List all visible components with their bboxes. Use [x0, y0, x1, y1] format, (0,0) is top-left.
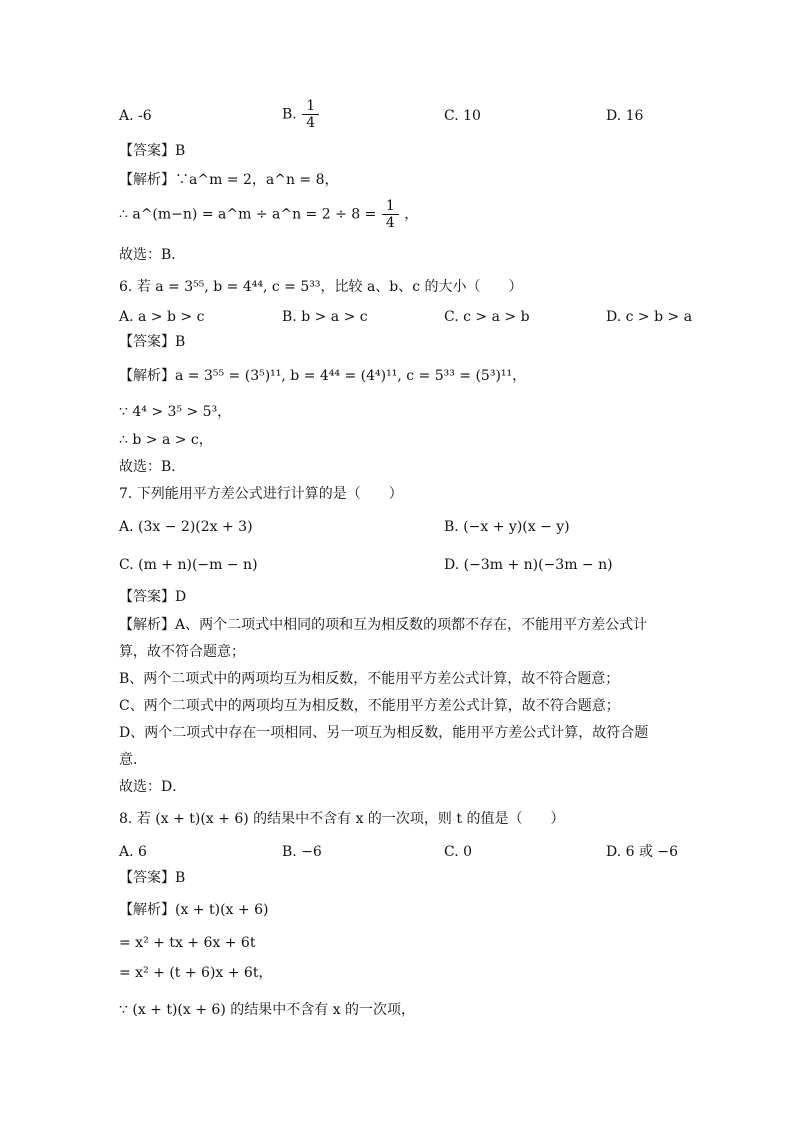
q5-choose: 故选：B．: [119, 247, 186, 263]
q7-analysis-4: C、两个二项式中的两项均互为相反数，不能用平方差公式计算，故不符合题意；: [119, 698, 620, 714]
q7-option-b: B. (−x + y)(x − y): [444, 519, 570, 535]
q6-option-c: C. c > a > b: [444, 309, 530, 325]
q8-option-a: A. 6: [119, 844, 147, 860]
q5-analysis-2-tail: ，: [404, 206, 419, 223]
q6-answer: 【答案】B: [119, 334, 186, 350]
fraction-numerator: 1: [306, 98, 316, 114]
q6-analysis-2: ∵ 4⁴ > 3⁵ > 5³，: [119, 404, 232, 420]
q7-analysis-5: D、两个二项式中存在一项相同、另一项互为相反数，能用平方差公式计算，故符合题: [119, 725, 649, 741]
q5-answer: 【答案】B: [119, 143, 186, 159]
q7-analysis-6: 意．: [119, 752, 147, 768]
q5-analysis-2-left: ∴ a^(m−n) = a^m ÷ a^n = 2 ÷ 8 =: [119, 206, 377, 223]
q5-option-b-fraction: [304, 98, 317, 131]
q5-option-b: [282, 98, 320, 131]
q5-analysis-2: [119, 198, 418, 231]
q6-analysis-3: ∴ b > a > c，: [119, 432, 213, 448]
q6-choose: 故选：B．: [119, 459, 186, 475]
q5-option-b-label: B.: [282, 106, 297, 123]
q5-option-a: A. -6: [119, 108, 152, 124]
q8-analysis-3: = x² + (t + 6)x + 6t，: [119, 965, 273, 981]
fraction-denominator: 4: [385, 215, 395, 231]
q8-analysis-2: = x² + tx + 6x + 6t: [119, 935, 256, 951]
q8-option-c: C. 0: [444, 844, 473, 860]
q8-analysis-4: ∵ (x + t)(x + 6) 的结果中不含有 x 的一次项，: [119, 1002, 416, 1018]
q6-option-b: B. b > a > c: [282, 309, 368, 325]
q7-option-c: C. (m + n)(−m − n): [119, 557, 258, 573]
q5-option-d: D. 16: [606, 108, 644, 124]
q7-choose: 故选：D．: [119, 779, 187, 795]
q5-option-c: C. 10: [444, 108, 481, 124]
fraction-denominator: 4: [306, 115, 316, 131]
q8-analysis-1: 【解析】(x + t)(x + 6): [119, 902, 269, 918]
q7-option-a: A. (3x − 2)(2x + 3): [119, 519, 253, 535]
q7-analysis-2: 算，故不符合题意；: [119, 644, 245, 660]
fraction-numerator: 1: [385, 198, 395, 214]
q7-answer: 【答案】D: [119, 589, 187, 605]
q6-option-d: D. c > b > a: [606, 309, 693, 325]
q7-option-d: D. (−3m + n)(−3m − n): [444, 557, 613, 573]
q6-analysis-1: 【解析】a = 3⁵⁵ = (3⁵)¹¹, b = 4⁴⁴ = (4⁴)¹¹, c = 5³³ = (5³)¹¹，: [119, 368, 527, 384]
q7-analysis-3: B、两个二项式中的两项均互为相反数，不能用平方差公式计算，故不符合题意；: [119, 671, 620, 687]
q6-question: 6. 若 a = 3⁵⁵, b = 4⁴⁴, c = 5³³，比较 a、b、c 的大小（ ）: [119, 279, 523, 295]
q8-option-d: D. 6 或 −6: [606, 844, 679, 860]
q5-analysis-fraction: [384, 198, 397, 231]
q8-option-b: B. −6: [282, 844, 322, 860]
q7-question: 7. 下列能用平方差公式进行计算的是（ ）: [119, 486, 403, 502]
q8-answer: 【答案】B: [119, 870, 186, 886]
q5-analysis-1: 【解析】∵a^m = 2，a^n = 8，: [119, 172, 339, 188]
q7-analysis-1: 【解析】A、两个二项式中相同的项和互为相反数的项都不存在，不能用平方差公式计: [119, 617, 648, 633]
q6-option-a: A. a > b > c: [119, 309, 205, 325]
q8-question: 8. 若 (x + t)(x + 6) 的结果中不含有 x 的一次项，则 t 的值是（ ）: [119, 811, 565, 827]
